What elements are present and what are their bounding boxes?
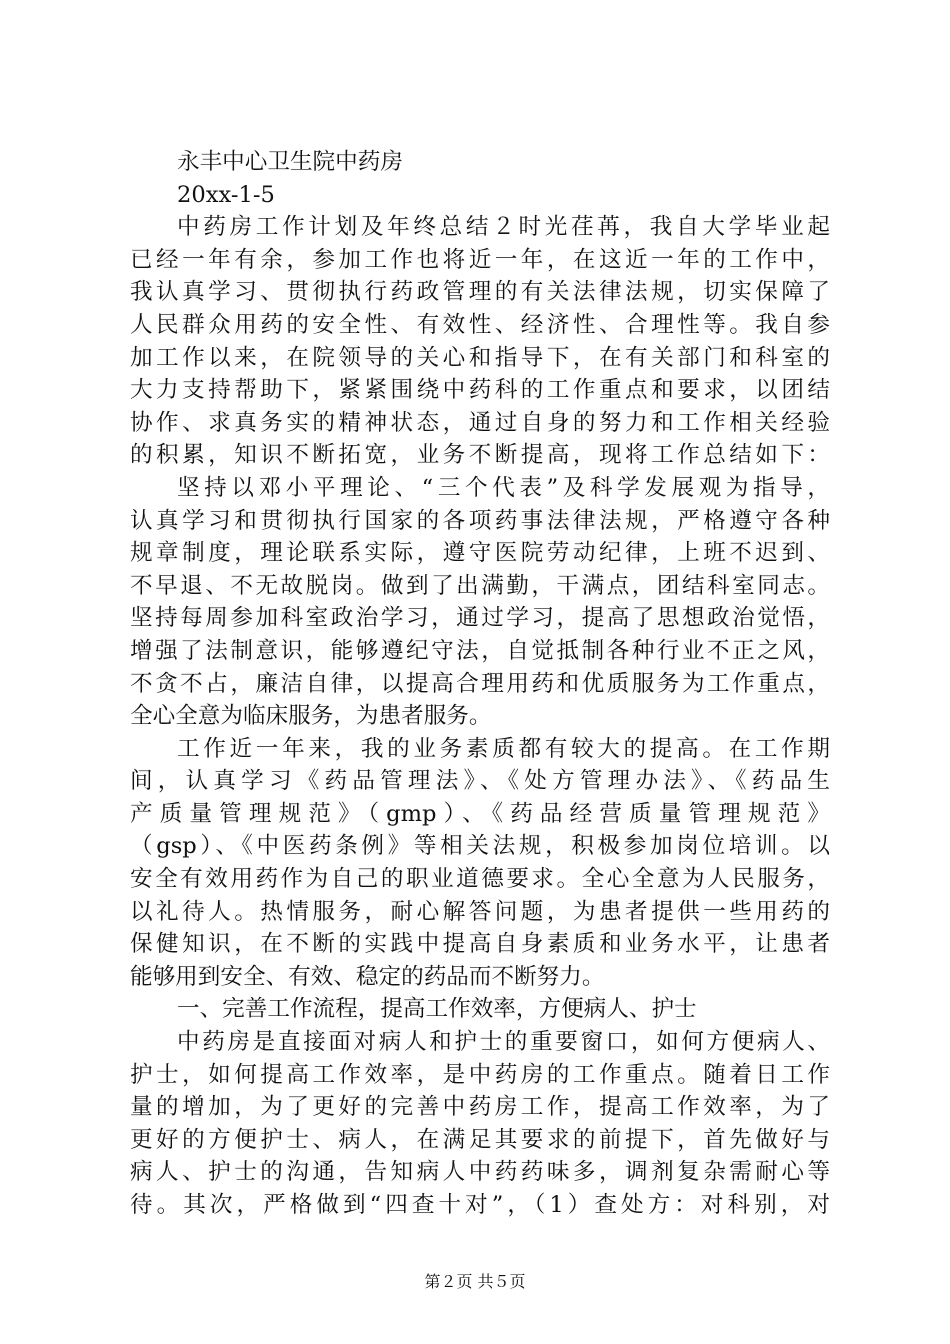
paragraph-line: 间，认真学习《药品管理法》、《处方管理办法》、《药品生 <box>130 768 830 795</box>
paragraph-line: 大力支持帮助下，紧紧围绕中药科的工作重点和要求，以团结 <box>130 377 830 404</box>
paragraph-line: 保健知识，在不断的实践中提高自身素质和业务水平，让患者 <box>130 931 830 958</box>
paragraph-line: 中药房是直接面对病人和护士的重要窗口，如何方便病人、 <box>177 1029 830 1056</box>
paragraph-line: 量的增加，为了更好的完善中药房工作，提高工作效率，为了 <box>130 1094 830 1121</box>
org-name: 永丰中心卫生院中药房 <box>177 149 403 175</box>
paragraph-line: 能够用到安全、有效、稳定的药品而不断努力。 <box>130 963 605 990</box>
paragraph-line: 病人、护士的沟通，告知病人中药药味多，调剂复杂需耐心等 <box>130 1159 830 1186</box>
paragraph-line: 安全有效用药作为自己的职业道德要求。全心全意为人民服务， <box>130 866 830 893</box>
paragraph-line: 不早退、不无故脱岗。做到了出满勤，干满点，团结科室同志。 <box>130 572 830 599</box>
paragraph-line: 待。其次，严格做到“四查十对”，（1）查处方：对科别，对 <box>130 1192 830 1218</box>
paragraph-line: 认真学习和贯彻执行国家的各项药事法律法规，严格遵守各种 <box>130 507 830 534</box>
paragraph-line: 工作近一年来，我的业务素质都有较大的提高。在工作期 <box>177 735 830 762</box>
document-body <box>130 146 830 1222</box>
paragraph-line: 中药房工作计划及年终总结２时光荏苒，我自大学毕业起 <box>177 214 830 241</box>
paragraph-line: （gsp）、《中医药条例》等相关法规，积极参加岗位培训。以 <box>130 833 830 860</box>
document-date: 20xx-1-5 <box>177 181 275 208</box>
paragraph-line: 协作、求真务实的精神状态，通过自身的努力和工作相关经验 <box>130 409 830 436</box>
paragraph-line: 的积累，知识不断拓宽，业务不断提高，现将工作总结如下： <box>130 442 830 469</box>
paragraph-line: 人民群众用药的安全性、有效性、经济性、合理性等。我自参 <box>130 311 830 338</box>
paragraph-line: 以礼待人。热情服务，耐心解答问题，为患者提供一些用药的 <box>130 898 830 925</box>
paragraph-line: 坚持以邓小平理论、“三个代表”及科学发展观为指导， <box>177 474 830 501</box>
paragraph-line: 已经一年有余，参加工作也将近一年，在这近一年的工作中， <box>130 246 830 273</box>
page-footer: 第２页 共５页 <box>424 1272 526 1291</box>
paragraph-line: 护士，如何提高工作效率，是中药房的工作重点。随着日工作 <box>130 1061 830 1088</box>
paragraph-line: 不贪不占，廉洁自律，以提高合理用药和优质服务为工作重点， <box>130 670 830 697</box>
paragraph-line: 全心全意为临床服务，为患者服务。 <box>130 703 492 730</box>
paragraph-line: 规章制度，理论联系实际，遵守医院劳动纪律，上班不迟到、 <box>130 540 830 567</box>
paragraph-line: 产质量管理规范》（gmp）、《药品经营质量管理规范》 <box>130 800 830 827</box>
section-heading: 一、完善工作流程，提高工作效率，方便病人、护士 <box>177 996 697 1023</box>
paragraph-line: 更好的方便护士、病人，在满足其要求的前提下，首先做好与 <box>130 1126 830 1153</box>
paragraph-line: 坚持每周参加科室政治学习，通过学习，提高了思想政治觉悟， <box>130 605 830 632</box>
paragraph-line: 增强了法制意识，能够遵纪守法，自觉抵制各种行业不正之风， <box>130 637 830 664</box>
paragraph-line: 我认真学习、贯彻执行药政管理的有关法律法规，切实保障了 <box>130 279 830 306</box>
paragraph-line: 加工作以来，在院领导的关心和指导下，在有关部门和科室的 <box>130 344 830 371</box>
